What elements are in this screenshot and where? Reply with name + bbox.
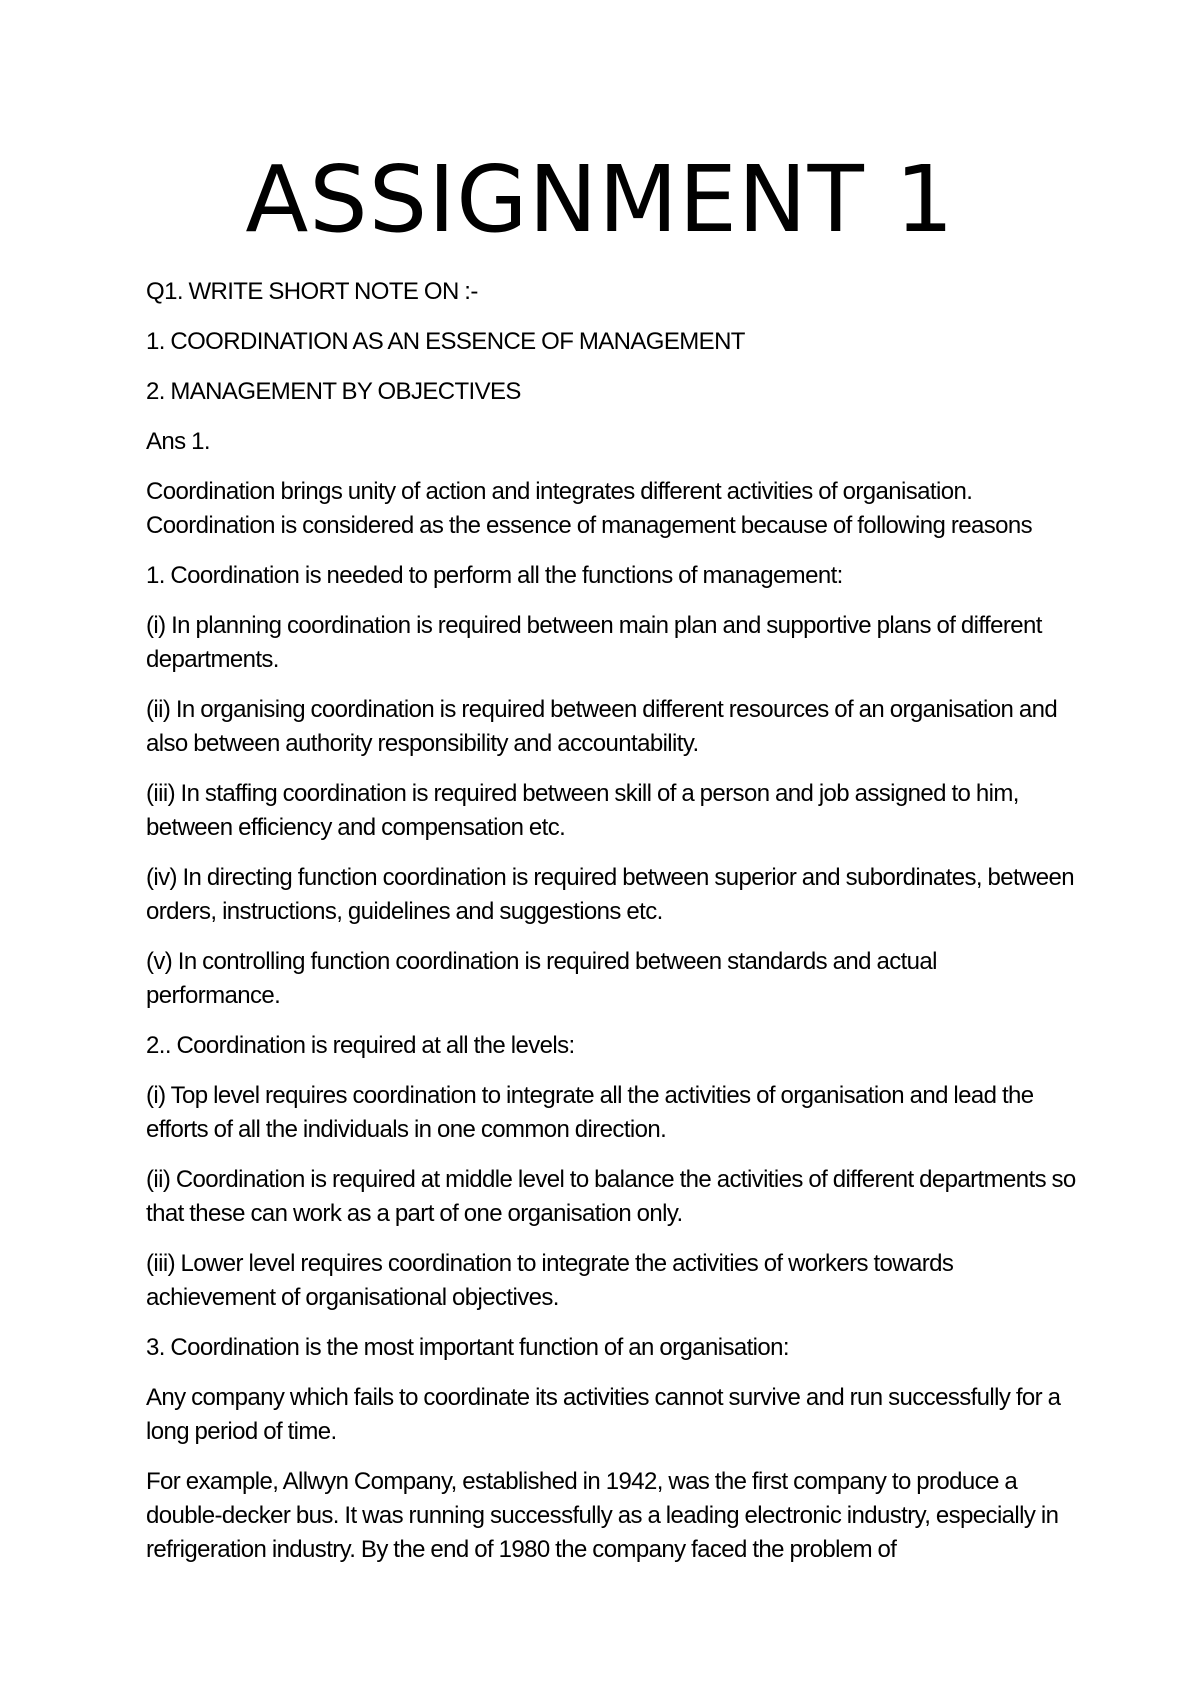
point-2-heading: 2.. Coordination is required at all the levels:	[146, 1032, 575, 1059]
point-1-sub-ii: (ii) In organising coordination is required between different resources of an organisation and also between authority responsibility and accountability.	[146, 696, 1058, 757]
example-paragraph: For example, Allwyn Company, established in 1942, was the first company to produce a double-decker bus. It was running successfully as a leading electronic industry, especially in refrigeration industry. By the end of 1980 the company faced the problem of	[146, 1468, 1059, 1563]
point-1-sub-iii: (iii) In staffing coordination is required between skill of a person and job assigned to him, between efficiency and compensation etc.	[146, 780, 1019, 841]
question-item-2: 2. MANAGEMENT BY OBJECTIVES	[146, 378, 521, 405]
point-2-sub-iii: (iii) Lower level requires coordination to integrate the activities of workers towards achievement of organisational objectives.	[146, 1250, 954, 1311]
point-3-heading: 3. Coordination is the most important function of an organisation:	[146, 1334, 789, 1361]
document-title: ASSIGNMENT 1	[245, 146, 955, 253]
point-2-sub-ii: (ii) Coordination is required at middle level to balance the activities of different departments so that these can work as a part of one organisation only.	[146, 1166, 1076, 1227]
point-1-sub-v: (v) In controlling function coordination is required between standards and actual performance.	[146, 948, 937, 1009]
document-body	[146, 275, 1076, 1583]
answer-label: Ans 1.	[146, 428, 210, 455]
point-1-sub-i: (i) In planning coordination is required between main plan and supportive plans of different departments.	[146, 612, 1042, 673]
point-1-sub-iv: (iv) In directing function coordination is required between superior and subordinates, between orders, instructions, guidelines and suggestions etc.	[146, 864, 1075, 925]
question-heading: Q1. WRITE SHORT NOTE ON :-	[146, 278, 478, 305]
point-3-paragraph: Any company which fails to coordinate its activities cannot survive and run successfully for a long period of time.	[146, 1384, 1061, 1445]
question-item-1: 1. COORDINATION AS AN ESSENCE OF MANAGEMENT	[146, 328, 745, 355]
answer-intro-paragraph: Coordination brings unity of action and integrates different activities of organisation. Coordination is considered as the essence of management because of following reasons	[146, 478, 1033, 539]
point-1-heading: 1. Coordination is needed to perform all the functions of management:	[146, 562, 843, 589]
point-2-sub-i: (i) Top level requires coordination to integrate all the activities of organisation and lead the efforts of all the individuals in one common direction.	[146, 1082, 1034, 1143]
